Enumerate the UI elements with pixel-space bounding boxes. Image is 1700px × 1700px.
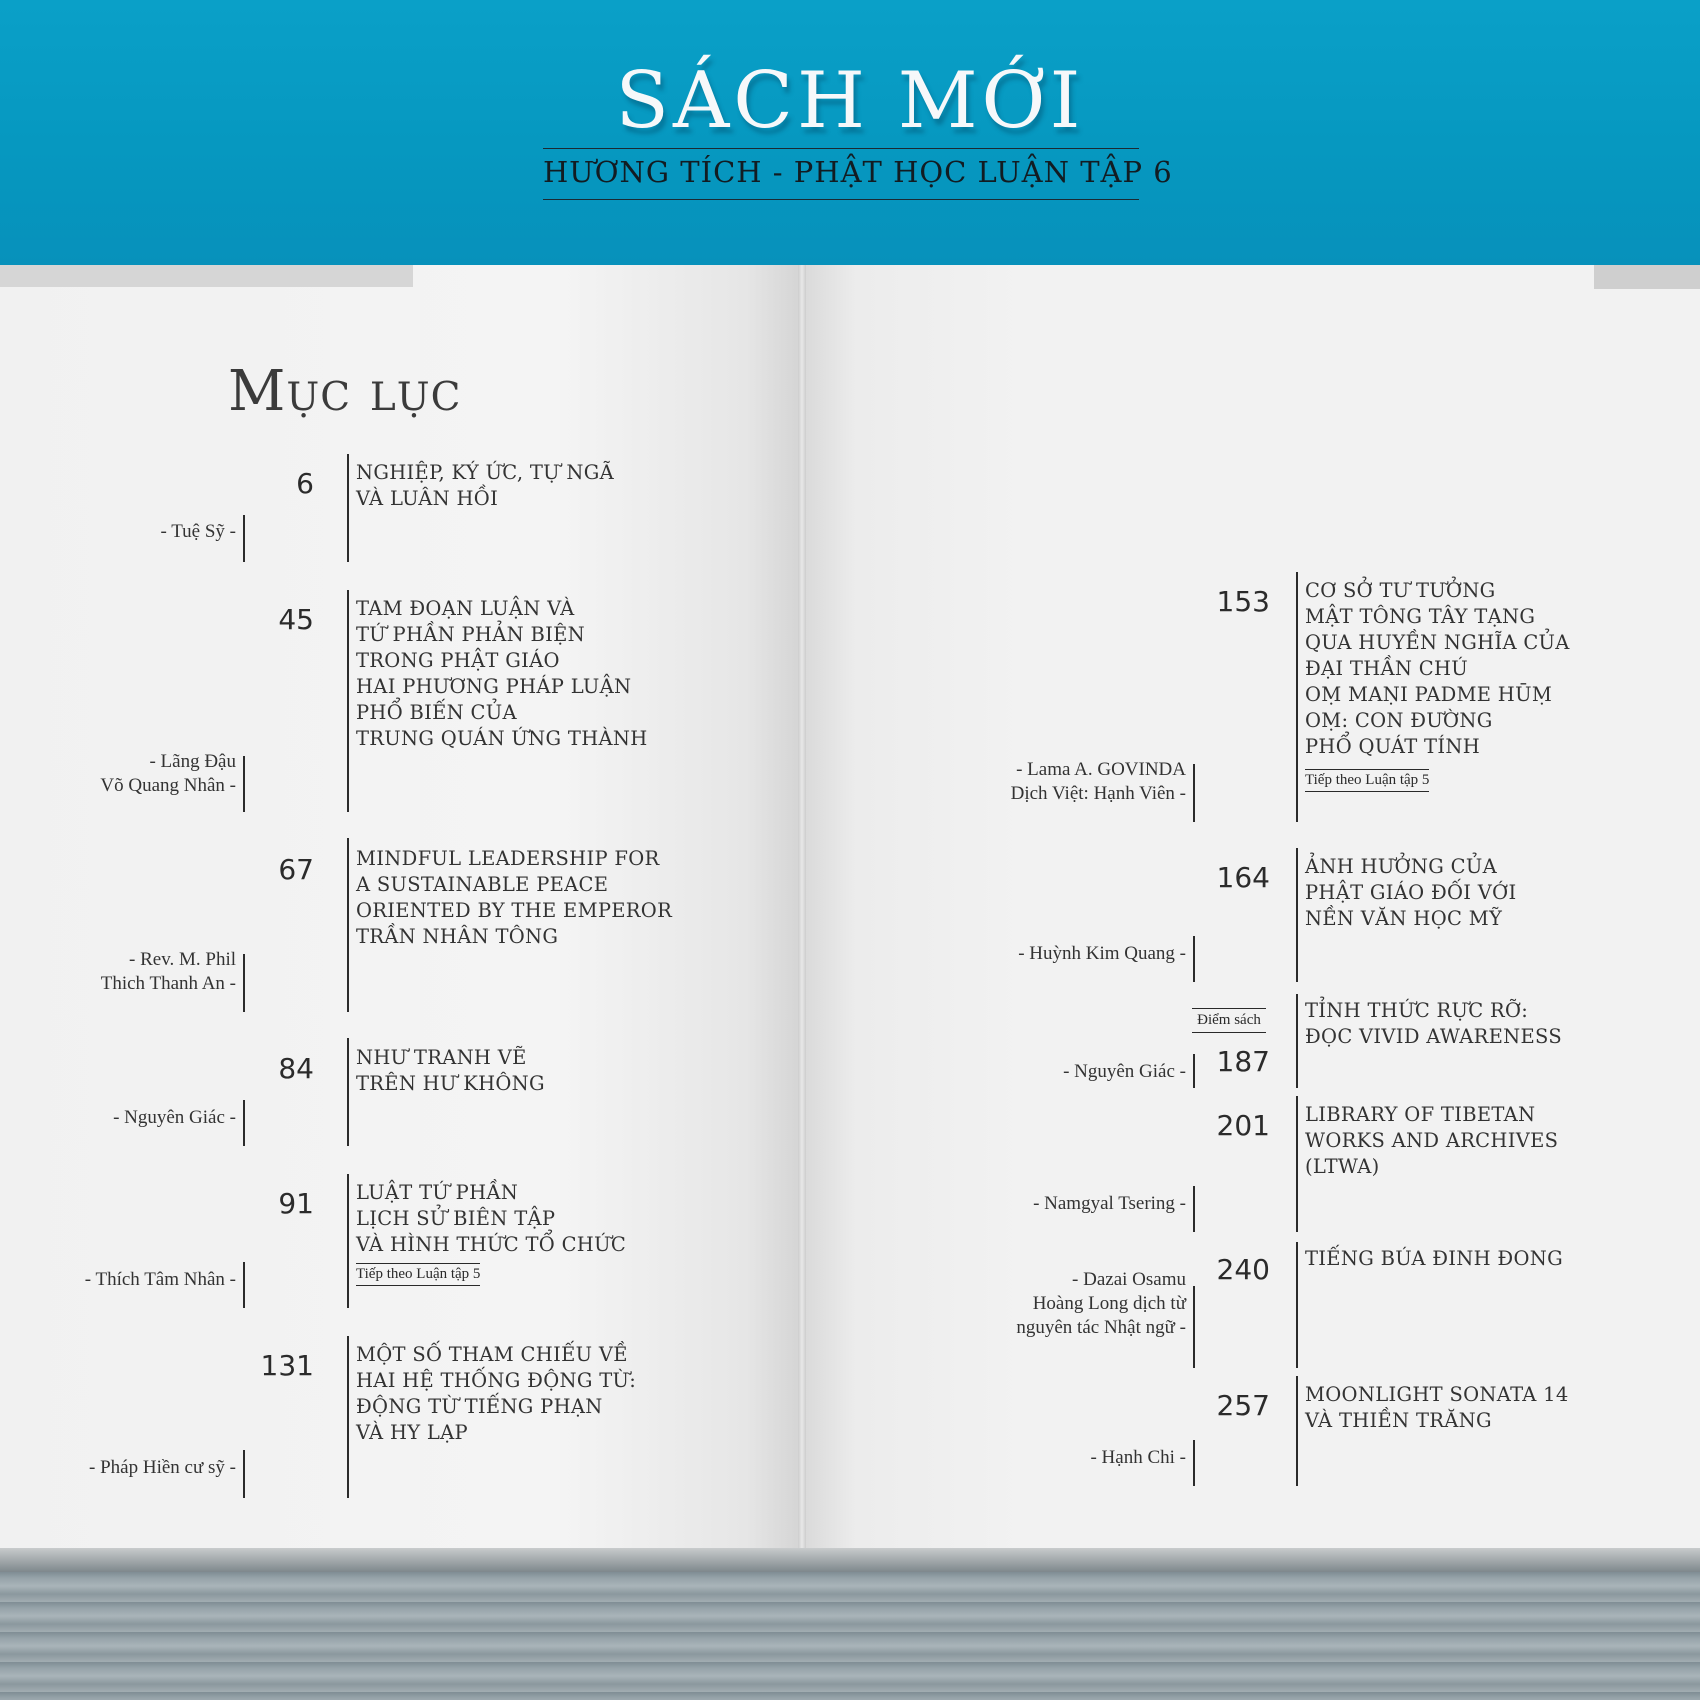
entry-title-line: ĐẠI THẦN CHÚ [1305,657,1469,680]
entry-author [1033,1192,1186,1216]
entry-author [1011,758,1186,806]
entry-title [356,1342,636,1446]
entry-title-line: NỀN VĂN HỌC MỸ [1305,907,1503,930]
entry-author-line: - Namgyal Tsering - [1033,1193,1186,1214]
page-edge-right [1594,265,1700,289]
entry-title [356,1045,545,1097]
entry-title-line: TAM ĐOẠN LUẬN VÀ [356,597,575,620]
entry-author [161,520,237,544]
entry-title [356,846,672,950]
entry-author [89,1456,236,1480]
entry-divider-line [347,454,349,562]
entry-title-line: VÀ THIỀN TRĂNG [1305,1409,1492,1432]
entry-author [1090,1446,1186,1470]
author-divider-line [1193,1186,1195,1232]
entry-title [1305,854,1516,932]
entry-divider-line [347,1038,349,1146]
entry-title-line: VÀ HY LẠP [356,1421,468,1444]
entry-title [356,460,614,512]
page-edge-left [0,265,413,287]
author-divider-line [243,515,245,562]
entry-divider-line [1296,572,1298,822]
entry-divider-line [1296,848,1298,982]
header-banner [0,0,1700,265]
entry-title-line: ẢNH HƯỞNG CỦA [1305,855,1497,878]
entry-title-line: LỊCH SỬ BIÊN TẬP [356,1207,556,1230]
page-number: 67 [278,853,314,886]
entry-title-line: MOONLIGHT SONATA 14 [1305,1383,1569,1406]
entry-title-line: A SUSTAINABLE PEACE [356,873,609,896]
entry-divider-line [1296,1096,1298,1232]
entry-author-line: - Lama A. GOVINDA [1016,759,1186,780]
entry-divider-line [1296,994,1298,1088]
review-label: Điểm sách [1192,1008,1266,1033]
page-number: 187 [1216,1045,1270,1078]
entry-author-line: - Dazai Osamu [1072,1269,1186,1290]
entry-title-line: TRÊN HƯ KHÔNG [356,1072,545,1095]
page-number: 153 [1216,585,1270,618]
entry-title-line: PHỔ BIẾN CỦA [356,701,517,724]
entry-title-line: ĐỘNG TỪ TIẾNG PHẠN [356,1395,603,1418]
author-divider-line [243,954,245,1012]
entry-title-line: HAI PHƯƠNG PHÁP LUẬN [356,675,632,698]
entry-title-line: TRẦN NHÂN TÔNG [356,925,559,948]
entry-title-line: QUA HUYỀN NGHĨA CỦA [1305,631,1570,654]
author-divider-line [243,756,245,812]
entry-title-line: VÀ LUÂN HỒI [356,487,499,510]
entry-author-line: - Rev. M. Phil [129,949,236,970]
entry-divider-line [347,1336,349,1498]
entry-title-line: MẬT TÔNG TÂY TẠNG [1305,605,1536,628]
entry-title-line: TỨ PHẦN PHẢN BIỆN [356,623,586,646]
page-number: 257 [1216,1389,1270,1422]
entry-author-line: - Lãng Đậu [149,751,236,772]
entry-title-line: CƠ SỞ TƯ TƯỞNG [1305,579,1496,602]
entry-title-line: LIBRARY OF TIBETAN [1305,1103,1536,1126]
entry-title-line: PHỔ QUÁT TÍNH [1305,735,1481,758]
entry-author-line: Dịch Việt: Hạnh Viên - [1010,783,1186,804]
author-divider-line [1193,936,1195,982]
entry-author [113,1106,236,1130]
toc-heading: Mục lục [228,359,462,424]
entry-title [1305,998,1562,1050]
author-divider-line [243,1100,245,1146]
entry-title-line: NHƯ TRANH VẼ [356,1046,527,1069]
author-divider-line [1193,764,1195,822]
author-divider-line [1193,1286,1195,1368]
entry-title-line: TỈNH THỨC RỰC RỠ: [1305,999,1529,1022]
entry-author-line: - Pháp Hiền cư sỹ - [89,1457,236,1478]
entry-author [100,750,236,798]
entry-author-line: Thich Thanh An - [100,973,236,994]
page-number: 131 [260,1349,314,1382]
continuation-note: Tiếp theo Luận tập 5 [356,1266,480,1286]
banner-title: SÁCH MỚI [615,56,1085,146]
page-number: 84 [278,1052,314,1085]
entry-title-line: MINDFUL LEADERSHIP FOR [356,847,660,870]
entry-title-line: HAI HỆ THỐNG ĐỘNG TỪ: [356,1369,637,1392]
entry-author-line: Võ Quang Nhân - [100,775,236,796]
entry-title-line: ORIENTED BY THE EMPEROR [356,899,673,922]
wooden-floor [0,1572,1700,1700]
entry-author-line: - Hạnh Chi - [1090,1447,1186,1468]
entry-divider-line [347,838,349,1012]
page-number: 164 [1216,861,1270,894]
entry-title-line: MỘT SỐ THAM CHIẾU VỀ [356,1343,628,1366]
entry-title-line: VÀ HÌNH THỨC TỔ CHỨC [356,1233,627,1256]
entry-author-line: - Nguyên Giác - [1063,1061,1186,1082]
entry-divider-line [347,1174,349,1308]
entry-author [1018,942,1186,966]
entry-author [1016,1268,1186,1340]
entry-author-line: - Huỳnh Kim Quang - [1018,943,1186,964]
entry-title-line: (LTWA) [1305,1155,1380,1178]
book-spine [798,265,806,1548]
entry-author-line: - Thích Tâm Nhân - [84,1269,236,1290]
entry-title [1305,1382,1569,1434]
right-page [802,265,1700,1548]
page-number: 91 [278,1187,314,1220]
entry-author [1063,1060,1186,1084]
entry-title-line: OṂ: CON ĐƯỜNG [1305,709,1493,732]
entry-divider-line [1296,1376,1298,1486]
entry-author-line: nguyên tác Nhật ngữ - [1016,1317,1186,1338]
author-divider-line [243,1450,245,1498]
entry-title-line: ĐỌC VIVID AWARENESS [1305,1025,1562,1048]
page-number: 240 [1216,1253,1270,1286]
entry-title-line: WORKS AND ARCHIVES [1305,1129,1559,1152]
entry-title-line: LUẬT TỨ PHẦN [356,1181,519,1204]
author-divider-line [1193,1440,1195,1486]
banner-subtitle-rule [543,148,1173,200]
entry-author-line: - Nguyên Giác - [113,1107,236,1128]
entry-title-line: TIẾNG BÚA ĐINH ĐONG [1305,1247,1564,1270]
page-number: 6 [296,467,314,500]
entry-title-line: PHẬT GIÁO ĐỐI VỚI [1305,881,1517,904]
entry-divider-line [1296,1242,1298,1368]
continuation-note: Tiếp theo Luận tập 5 [1305,772,1429,792]
entry-title [1305,578,1570,760]
page-number: 201 [1216,1109,1270,1142]
entry-author-line: - Tuệ Sỹ - [160,521,236,542]
entry-author-line: Hoàng Long dịch từ [1032,1293,1186,1314]
banner-subtitle: HƯƠNG TÍCH - PHẬT HỌC LUẬN TẬP 6 [543,155,1173,189]
entry-author [101,948,236,996]
entry-title-line: OṂ MAṆI PADME HŪṂ [1305,683,1553,706]
entry-title [1305,1246,1563,1272]
entry-divider-line [347,590,349,812]
author-divider-line [1193,1054,1195,1088]
entry-title [356,1180,626,1258]
entry-title [356,596,648,752]
entry-author [85,1268,236,1292]
page-number: 45 [278,603,314,636]
entry-title-line: NGHIỆP, KÝ ỨC, TỰ NGÃ [356,461,614,484]
entry-title-line: TRONG PHẬT GIÁO [356,649,560,672]
entry-title [1305,1102,1558,1180]
author-divider-line [243,1262,245,1308]
entry-title-line: TRUNG QUÁN ỨNG THÀNH [356,727,648,750]
